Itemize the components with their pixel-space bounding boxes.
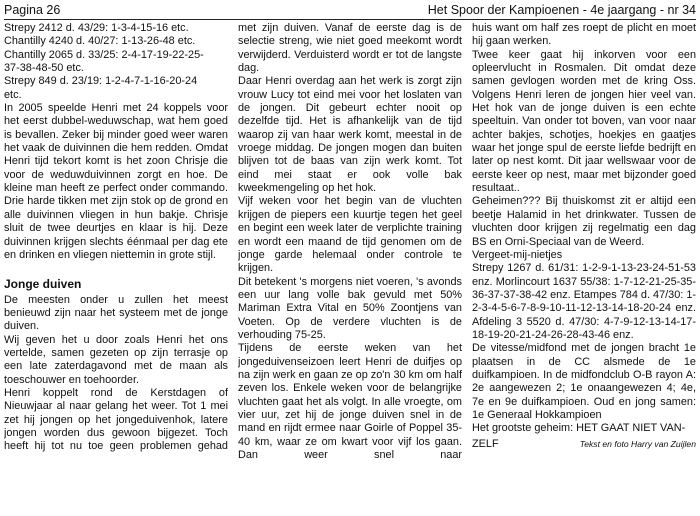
pedigree-line: Chantilly 4240 d. 40/27: 1-13-26-48 etc.: [4, 35, 196, 48]
section-heading: Jonge duiven: [4, 277, 82, 292]
text-column-1: [4, 22, 228, 514]
page-number: Pagina 26: [4, 3, 61, 17]
pedigree-line: etc.: [4, 88, 22, 101]
article-paragraph: huis want om half zes roept de plicht en moet hij gaan werken.: [472, 22, 696, 48]
article-paragraph: De meesten onder u zullen het meest benieuwd zijn naar het systeem met de jonge duiven.: [4, 293, 228, 333]
article-paragraph: Daar Henri overdag aan het werk is zorgt zijn vrouw Lucy tot eind mei voor het loslaten van de jongen. Dit gebeurt echter nooit op dezelfde tijd. Het is afhankelijk van de tijd waarop zij van haar werk komt, meestal in de vroege middag. De jongen mogen dan buiten blijven tot de baas van zijn werk komt. Tot eind mei staat er ook volle bak kweekmengeling op het hok.: [238, 75, 462, 195]
text-column-3: [472, 22, 696, 514]
article-closing-text: ZELF: [472, 437, 499, 450]
article-paragraph: Dit betekent 's morgens niet voeren, 's avonds een uur lang volle bak gevuld met 50% Mariman Extra Vital en 50% Zoontjens van Voeten. Op de verdere vluchten is de verhouding 75-25.: [238, 275, 462, 341]
article-paragraph: Wij geven het u door zoals Henri het ons vertelde, samen gezeten op zijn terrasje op een late zaterdagavond met de maan als toeschouwer en toehoorder.: [4, 333, 228, 386]
article-paragraph: Strepy 1267 d. 61/31: 1-2-9-1-13-23-24-51-53 enz. Morlincourt 1637 55/38: 1-7-12-21-25-35-36-37-37-38-42 enz. Etampes 784 d. 47/30: 1-2-3-4-5-6-7-8-9-10-11-12-13-14-18-20-24 enz. Afdeling 3 5520 d. 47/30: 4-7-9-12-13-14-17-18-19-20-21-24-26-28-43-46 enz.: [472, 262, 696, 341]
article-paragraph: Tijdens de eerste weken van het jongeduivenseizoen leert Henri de duifjes op na zijn werk en gaan ze op zo'n 30 km om half zeven los. Enkele weken voor de belangrijke vluchten gaat het als volgt. In alle vroegte, om vier uur, zet hij de jonge duiven snel in de mand en rijdt ermee naar Goirle of Poppel 35-40 km, waar ze om kwart voor vijf los gaan. Dan weer snel naar: [238, 342, 462, 461]
closing-row: [472, 436, 696, 451]
paragraph-spacer: [4, 262, 228, 274]
article-paragraph: Henri koppelt rond de Kerstdagen of Nieuwjaar al naar gelang het weer. Tot 1 mei zet hij jongen op het jongeduivenhok, latere jongen worden dus gewoon bijgezet. Toch heeft hij tot nu toe geen problemen gehad: [4, 386, 228, 453]
article-paragraph: Twee keer gaat hij inkorven voor een opleervlucht in Rosmalen. Dit omdat deze samen gevlogen worden met de kring Oss. Volgens Henri leren de jongen hier veel van. Het hok van de jonge duiven is een echte speeltuin. Van onder tot boven, van voor naar achter bakjes, schotjes, hoekjes en gaatjes waar het jonge spul de eerste liefde bedrijft en later op nest komt. Dit jaar wellswaar voor de eerste keer op nest, maar met bijzonder goed resultaat..: [472, 48, 696, 195]
pedigree-line: Strepy 849 d. 23/19: 1-2-4-7-1-16-20-24: [4, 75, 198, 88]
pedigree-line: Strepy 2412 d. 43/29: 1-3-4-15-16 etc.: [4, 22, 189, 34]
article-paragraph: Vijf weken voor het begin van de vluchten krijgen de piepers een kuurtje tegen het geel en begint een week later de verplichte training en wordt een maand de tijd genomen om de jonge garde helemaal onder controle te krijgen.: [238, 195, 462, 275]
article-paragraph: Vergeet-mij-nietjes: [472, 248, 563, 261]
article-paragraph: Het grootste geheim: HET GAAT NIET VAN-: [472, 422, 686, 435]
publication-title: Het Spoor der Kampioenen - 4e jaargang - nr 34: [427, 3, 696, 17]
article-paragraph: De vitesse/midfond met de jongen bracht 1e plaatsen in de CC alsmede de 1e duifkampioen. In de midfondclub O-B rayon A: 2e aangewezen 2; 1e onaangewezen 4; 4e, 7e en 9e duifkampioen. Oud en jong samen: 1e Generaal Hokkampioen: [472, 342, 696, 421]
article-paragraph: Geheimen??? Bij thuiskomst zit er altijd een beetje Halamid in het drinkwater. Tussen de vluchten door krijgen zij regelmatig een dag BS en Orni-Speciaal van de Weerd.: [472, 195, 696, 248]
article-paragraph: met zijn duiven. Vanaf de eerste dag is de selectie streng, wie niet goed meekomt wordt verwijderd. Verduisterd wordt er tot de langste dag.: [238, 22, 462, 75]
text-column-2: [238, 22, 462, 514]
pedigree-line: Chantilly 2065 d. 33/25: 2-4-17-19-22-25-: [4, 48, 204, 61]
author-credit: Tekst en foto Harry van Zuijlen: [579, 438, 696, 449]
page-header: [4, 0, 696, 20]
pedigree-line: 37-38-48-50 etc.: [4, 62, 84, 75]
article-paragraph: In 2005 speelde Henri met 24 koppels voor het eerst dubbel-weduwschap, wat hem goed is bevallen. Zeker bij minder goed weer waren het vaak de duivinnen die hem redden. Omdat Henri tijd tekort komt is het zoon Chrisje die voor de weduwduivinnen zorgt en hoe. De kleine man heeft ze perfect onder commando. Drie harde tikken met zijn stok op de grond en alle duivinnen vliegen in hun bakje. Chrisje sluit de twee deurtjes en klaar is hij. Deze duivinnen krijgen slechts éénmaal per dag ete en drinken en vliegen niettemin in grote stijl.: [4, 102, 228, 261]
